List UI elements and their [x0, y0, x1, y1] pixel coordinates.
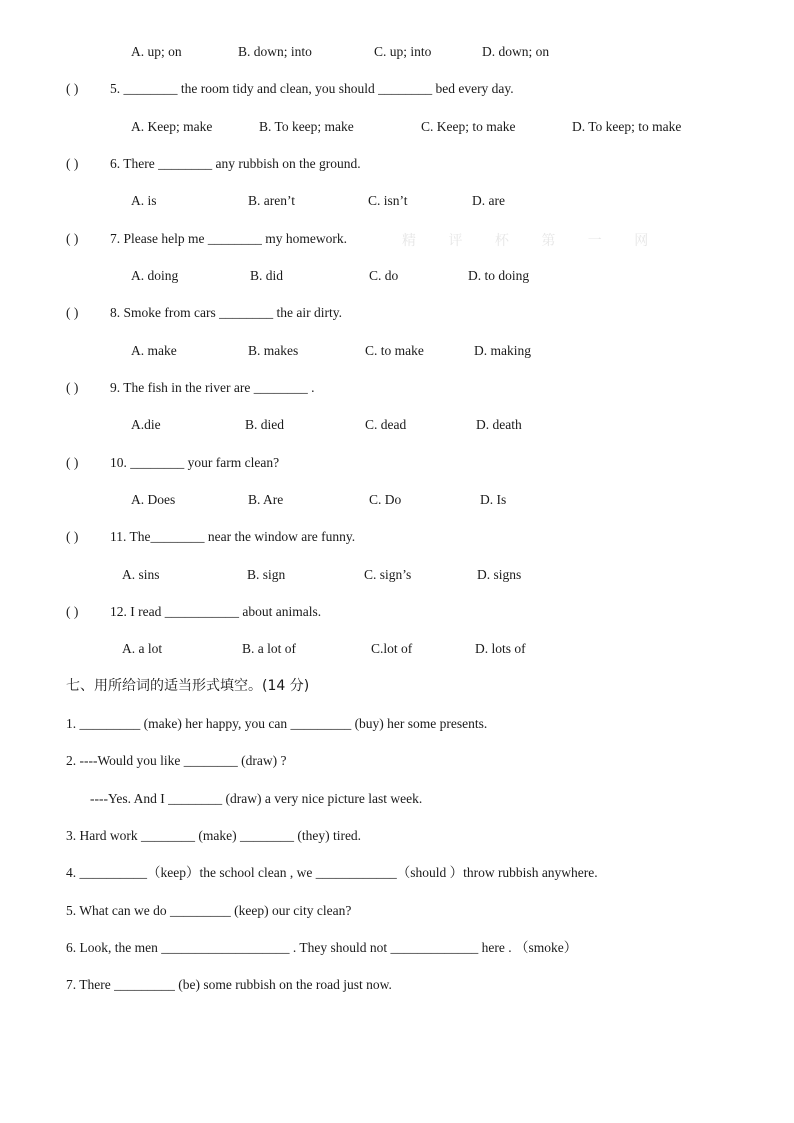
question-text: 10. ________ your farm clean?: [110, 455, 280, 470]
question-text: 9. The fish in the river are ________ .: [110, 380, 315, 395]
fill-item-4: 4. __________（keep）the school clean , we ____________（should ）throw rubbish anywhere.: [66, 865, 598, 880]
option-b: B. sign: [247, 567, 286, 582]
option-d: D. making: [474, 343, 531, 358]
answer-paren[interactable]: ( ): [66, 81, 79, 96]
option-a: A. Does: [131, 492, 176, 507]
fill-item-3: 3. Hard work ________ (make) ________ (they) tired.: [66, 828, 362, 843]
fill-item-5: 5. What can we do _________ (keep) our city clean?: [66, 903, 352, 918]
fill-item-6: 6. Look, the men ___________________ . They should not _____________ here . （smoke）: [66, 940, 578, 955]
answer-paren[interactable]: ( ): [66, 455, 79, 470]
option-c: C. isn’t: [368, 193, 408, 208]
option-c: C. Keep; to make: [421, 119, 516, 134]
answer-paren[interactable]: ( ): [66, 380, 79, 395]
option-d: D. are: [472, 193, 505, 208]
question-text: 6. There ________ any rubbish on the ground.: [110, 156, 361, 171]
fill-item-1: 1. _________ (make) her happy, you can _________ (buy) her some presents.: [66, 716, 488, 731]
option-a: A. is: [131, 193, 157, 208]
q4-option-a: A. up; on: [131, 44, 182, 59]
option-a: A.die: [131, 417, 161, 432]
option-a: A. make: [131, 343, 177, 358]
answer-paren[interactable]: ( ): [66, 231, 79, 246]
option-b: B. makes: [248, 343, 299, 358]
q4-option-c: C. up; into: [374, 44, 432, 59]
option-d: D. to doing: [468, 268, 530, 283]
option-b: B. a lot of: [242, 641, 296, 656]
option-a: A. a lot: [122, 641, 163, 656]
option-d: D. signs: [477, 567, 522, 582]
option-d: D. To keep; to make: [572, 119, 682, 134]
option-b: B. aren’t: [248, 193, 295, 208]
fill-item-2: 2. ----Would you like ________ (draw) ?: [66, 753, 287, 768]
option-c: C.lot of: [371, 641, 413, 656]
answer-paren[interactable]: ( ): [66, 529, 79, 544]
answer-paren[interactable]: ( ): [66, 156, 79, 171]
question-text: 12. I read ___________ about animals.: [110, 604, 322, 619]
option-c: C. sign’s: [364, 567, 412, 582]
q4-option-b: B. down; into: [238, 44, 312, 59]
option-d: D. death: [476, 417, 522, 432]
option-b: B. did: [250, 268, 284, 283]
option-b: B. Are: [248, 492, 284, 507]
question-text: 11. The________ near the window are funny.: [110, 529, 356, 544]
option-a: A. Keep; make: [131, 119, 213, 134]
fill-item-2-reply: ----Yes. And I ________ (draw) a very nice picture last week.: [90, 791, 423, 806]
question-text: 8. Smoke from cars ________ the air dirty.: [110, 305, 342, 320]
option-c: C. dead: [365, 417, 407, 432]
fill-item-7: 7. There _________ (be) some rubbish on the road just now.: [66, 977, 392, 992]
option-a: A. doing: [131, 268, 179, 283]
q4-option-d: D. down; on: [482, 44, 550, 59]
section-title: 七、用所给词的适当形式填空。(14 分): [66, 678, 310, 694]
option-b: B. To keep; make: [259, 119, 354, 134]
option-d: D. Is: [480, 492, 507, 507]
answer-paren[interactable]: ( ): [66, 305, 79, 320]
answer-paren[interactable]: ( ): [66, 604, 79, 619]
question-text: 7. Please help me ________ my homework.: [110, 231, 347, 246]
option-a: A. sins: [122, 567, 160, 582]
option-c: C. Do: [369, 492, 402, 507]
option-c: C. do: [369, 268, 399, 283]
watermark: 精 评 杯 第 一 网: [402, 233, 663, 249]
option-c: C. to make: [365, 343, 424, 358]
option-b: B. died: [245, 417, 284, 432]
question-text: 5. ________ the room tidy and clean, you should ________ bed every day.: [110, 81, 514, 96]
option-d: D. lots of: [475, 641, 526, 656]
